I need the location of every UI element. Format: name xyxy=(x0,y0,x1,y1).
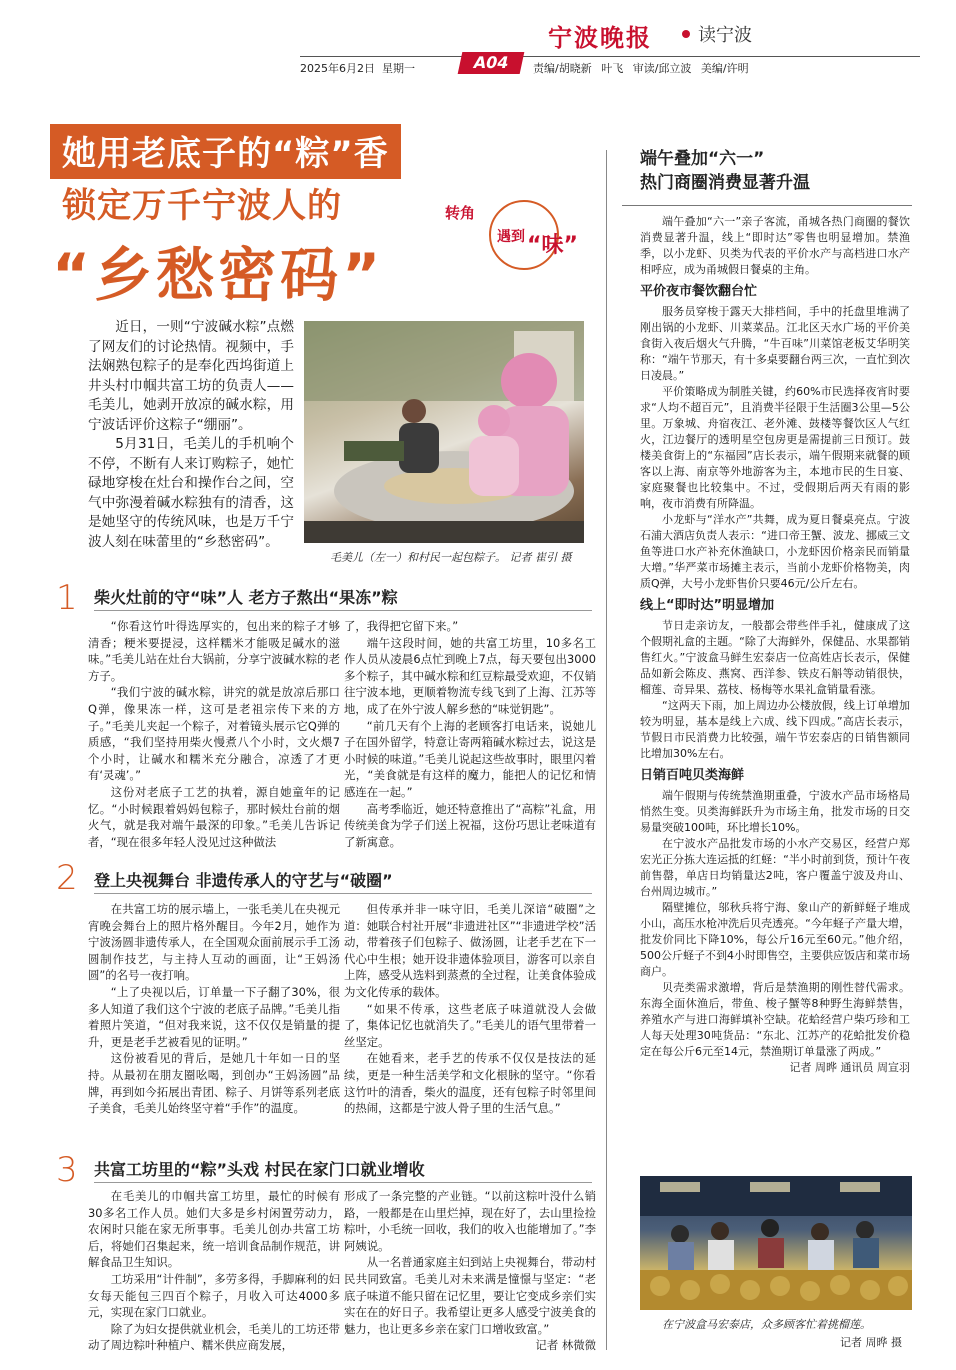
section-1-col-1 xyxy=(88,618,340,850)
paragraph: 了，我得把它留下来。” xyxy=(344,619,459,633)
photo-credit: 记者 周晔 摄 xyxy=(840,1336,902,1349)
page-number-tag: A04 xyxy=(458,52,525,74)
photo-illustration xyxy=(304,321,584,543)
side-subtitle: 线上“即时达”明显增加 xyxy=(640,598,775,613)
paragraph: “上了央视以后，订单量一下子翻了30%，很多人知道了我们这个宁波的老底子品牌。”毛美儿指着照片笑道，“但对我来说，这不仅仅是销量的提升，更是老手艺被看见的证明。” xyxy=(88,984,340,1049)
section-3-title: 共富工坊里的“粽”头戏 村民在家门口就业增收 xyxy=(94,1160,425,1179)
photo-illustration xyxy=(640,1176,912,1310)
header-rule xyxy=(300,56,920,57)
paragraph: 高考季临近，她还特意推出了“高粽”礼盒，用传统美食为学子们送上祝福，这份巧思让老味道有了新寓意。 xyxy=(344,801,596,849)
section-name: 读宁波 xyxy=(698,25,752,46)
section-2-rule xyxy=(94,893,592,894)
column-divider xyxy=(606,150,607,1350)
paragraph: 在共富工坊的展示墙上，一张毛美儿在央视元宵晚会舞台上的照片格外醒目。今年2月，她作为宁波汤圆非遗传承人，在全国观众面前展示手工汤圆制作技艺，与主持人互动的画面，让“王妈汤圆”的名号一夜打响。 xyxy=(88,902,340,983)
section-3-number: 3 xyxy=(56,1150,78,1190)
separator-dot xyxy=(682,30,690,38)
paragraph: 除了为妇女提供就业机会，毛美儿的工坊还带动了周边粽叶种植户、糯米供应商发展， xyxy=(88,1321,340,1353)
paragraph: 隔壁摊位，邬秋兵将宁海、象山产的新鲜蛏子堆成小山，高压水枪冲洗后贝壳透亮。“今年蛏子产量大增，批发价同比下降10%，每公斤16元至60元。”他介绍，500公斤蛏子不到4小时即售空，主要供应饭店和菜市场商户。 xyxy=(640,901,910,978)
intro-paragraph: 近日，一则“宁波碱水粽”点燃了网友们的讨论热情。视频中，手法娴熟包粽子的是奉化西坞街道上井头村巾帼共富工坊的负责人——毛美儿，她剥开放凉的碱水粽，用宁波话评价这粽子“绷丽”。 xyxy=(88,319,294,433)
paragraph: 服务员穿梭于露天大排档间，手中的托盘里堆满了刚出锅的小龙虾、川菜菜品。江北区天水广场的平价美食街入夜后烟火气升腾，“牛百味”川菜馆老板艾华明笑称：“端午节那天，有十多桌要翻台两三次，一直忙到次日凌晨。” xyxy=(640,305,910,382)
section-1-rule xyxy=(94,610,592,611)
paragraph: “如果不传承，这些老底子味道就没人会做了，集体记忆也就消失了。”毛美儿的语气里带着一丝坚定。 xyxy=(344,1001,596,1049)
badge-text-taste: “味” xyxy=(527,233,578,258)
paragraph: 从一名普通家庭主妇到站上央视舞台，带动村民共同致富。毛美儿对未来满是憧憬与坚定：“老底子味道不能只留在记忆里，要让它变成乡亲们实实在在的好日子。我希望让更多人感受宁波美食的魅力，也让更多乡亲在家门口增收致富。” xyxy=(344,1255,596,1336)
paragraph: 但传承并非一味守旧，毛美儿深谙“破圈”之道：她联合村社开展“非遗进社区”“非遗进学校”活动，带着孩子们包粽子、做汤圆，让老手艺在下一代心中生根；她开设非遗体验项目，游客可以亲自上阵，感受从选料到蒸煮的全过程，让美食体验成为文化传承的载体。 xyxy=(344,902,596,999)
headline-line-3: “乡愁密码” xyxy=(52,241,385,309)
paragraph: 工坊采用“计件制”，多劳多得，手脚麻利的妇女每天能包三四百个粽子，月收入可达4000多元，实现在家门口就业。 xyxy=(88,1271,340,1320)
side-subtitle: 日销百吨贝类海鲜 xyxy=(640,768,745,783)
paragraph: 在毛美儿的巾帼共富工坊里，最忙的时候有30多名工作人员。她们大多是乡村闲置劳动力，农闲时只能在家无所事事。毛美儿创办共富工坊后，将她们召集起来，统一培训食品制作规范，讲解食品卫生知识。 xyxy=(88,1189,340,1270)
side-title-rule xyxy=(622,205,912,206)
side-subtitle: 平价夜市餐饮翻台忙 xyxy=(640,284,758,299)
byline: 记者 林微微 xyxy=(535,1338,596,1353)
paragraph: “前几天有个上海的老顾客打电话来，说她儿子在国外留学，特意让寄两箱碱水粽过去，说这是小时候的味道。”毛美儿说起这些故事时，眼里闪着光，“美食就是有这样的魔力，能把人的记忆和情感连在一起。” xyxy=(344,718,596,799)
editor-credits: 责编/胡晓新 叶飞 审读/邱立波 美编/许明 xyxy=(533,62,749,75)
intro-text xyxy=(88,318,294,552)
section-3-rule xyxy=(94,1182,592,1183)
section-1-number: 1 xyxy=(56,578,78,618)
issue-date: 2025年6月2日 xyxy=(300,62,375,75)
side-title-line-1: 端午叠加“六一” xyxy=(640,149,765,169)
section-2-title: 登上央视舞台 非遗传承人的守艺与“破圈” xyxy=(94,871,393,890)
paragraph: “我们宁波的碱水粽，讲究的就是放凉后那口Q弹，像果冻一样，这可是老祖宗传下来的方子。”毛美儿夹起一个粽子，对着镜头展示它Q弹的质感，“我们坚持用柴火慢煮八个小时，文火煨7个小时，让碱水和糯米充分融合，凉透了才更有‘灵魂’。” xyxy=(88,685,340,783)
paragraph: 这份对老底子工艺的执着，源自她童年的记忆。“小时候跟着妈妈包粽子，那时候灶台前的烟火气，就是我对端午最深的印象。”毛美儿告诉记者，“现在很多年轻人没见过这种做法 xyxy=(88,784,340,849)
paragraph: 节日走亲访友，一般都会带些伴手礼，健康成了这个假期礼盒的主题。“除了大海鲜外，保健品、水果都销售红火。”宁波盒马鲜生宏泰店一位高姓店长表示，保健品如新会陈皮、燕窝、西洋参、铁皮石斛等动销很快，榴莲、奇异果、荔枝、杨梅等水果礼盒销量看涨。 xyxy=(640,619,910,696)
headline-line-2: 锁定万千宁波人的 xyxy=(62,186,342,226)
paragraph: 贝壳类需求激增，背后是禁渔期的刚性替代需求。东海全面休渔后，带鱼、梭子蟹等8种野生海鲜禁售，养殖水产与进口海鲜填补空缺。花蛤经营户柴巧珍和工人每天处理30吨货品：“东北、江苏产的花蛤批发价稳定在每公斤6元至14元，禁渔期订单量涨了两成。” xyxy=(640,981,910,1058)
newspaper-logo: 宁波晚报 xyxy=(548,23,652,52)
section-1-col-2 xyxy=(344,618,596,850)
paragraph: 在她看来，老手艺的传承不仅仅是技法的延续，更是一种生活美学和文化根脉的坚守。“你看这竹叶的清香，柴火的温度，还有包粽子时邻里间的热闹，这都是宁波人骨子里的生活气息。” xyxy=(344,1051,596,1116)
paragraph: 小龙虾与“洋水产”共舞，成为夏日餐桌亮点。宁波石浦大酒店负责人表示：“进口帝王蟹、波龙、挪威三文鱼等进口水产补充休渔缺口，小龙虾因价格亲民而销量大增。”华严菜市场摊主表示，当前小龙虾价格物美，肉质Q弹，大号小龙虾售价只要46元/公斤左右。 xyxy=(640,513,910,590)
side-article-body xyxy=(640,214,910,1076)
photo-making-zongzi xyxy=(304,321,584,543)
paragraph: 形成了一条完整的产业链。“以前这粽叶没什么销路，一般都是在山里烂掉，现在好了，去山里捡捡粽叶，小毛统一回收，我们的收入也能增加了。”李阿姨说。 xyxy=(344,1189,596,1253)
badge-text-meet: 遇到 xyxy=(497,229,525,245)
intro-paragraph: 5月31日，毛美儿的手机响个不停，不断有人来订购粽子，她忙碌地穿梭在灶台和操作台之间，空气中弥漫着碱水粽独有的清香，这是她坚守的传统风味，也是万千宁波人刻在味蕾里的“乡愁密码”。 xyxy=(88,436,294,550)
side-lead: 端午叠加“六一”亲子客流，甬城各热门商圈的餐饮消费显著升温，线上“即时达”零售也明显增加。禁渔季，以小龙虾、贝类为代表的平价水产与高档进口水产相呼应，成为甬城假日餐桌的主角。 xyxy=(640,215,910,276)
photo-caption: 在宁波盒马宏泰店，众多顾客忙着挑榴莲。 xyxy=(662,1318,871,1331)
paragraph: 在宁波水产品批发市场的小水产交易区，经营户郑宏光正分拣大连运抵的红蛏：“半小时前到货，预计午夜前售罄，单店日均销量达2吨，客户覆盖宁波及舟山、台州周边城市。” xyxy=(640,837,910,898)
badge-text-turn: 转角 xyxy=(445,204,476,222)
section-1-title: 柴火灶前的守“味”人 老方子熬出“果冻”粽 xyxy=(94,588,398,607)
paragraph: 端午假期与传统禁渔期重叠，宁波水产品市场格局悄然生变。贝类海鲜跃升为市场主角，批发市场的日交易量突破100吨，环比增长10%。 xyxy=(640,789,910,834)
headline-line-1: 她用老底子的“粽”香 xyxy=(50,124,401,179)
paragraph: “你看这竹叶得选厚实的，包出来的粽子才够清香；粳米要提浸，这样糯米才能吸足碱水的滋味。”毛美儿站在灶台大锅前，分享宁波碱水粽的老方子。 xyxy=(88,619,340,683)
paragraph: 端午这段时间，她的共富工坊里，10多名工作人员从凌晨6点忙到晚上7点，每天要包出3000多个粽子，其中碱水粽和红豆粽最受欢迎，不仅销往宁波本地，更顺着物流专线飞到了上海、江苏等地，成了在外宁波人解乡愁的“味觉钥匙”。 xyxy=(344,635,596,716)
issue-weekday: 星期一 xyxy=(382,62,415,75)
date-line xyxy=(300,60,415,76)
section-2-col-2 xyxy=(344,901,596,1117)
section-3-col-1 xyxy=(88,1188,340,1354)
paragraph: 平价策略成为制胜关键，约60%市民选择夜宵时要求“人均不超百元”，且消费半径限于生活圈3公里—5公里。万象城、舟宿夜江、老外滩、鼓楼等餐饮区人气红火，江边餐厅的透明星空包房更是需提前三日预订。鼓楼美食街上的“东福园”店长表示，端午假期来就餐的顾客以上海、南京等外地游客为主，本地市民的生日宴、家庭聚餐也比较集中。不过，受假期后两天有雨的影响，夜市消费有所降温。 xyxy=(640,385,910,510)
photo-caption: 毛美儿（左一）和村民一起包粽子。 记者 崔引 摄 xyxy=(330,551,572,564)
paragraph: 这份被看见的背后，是她几十年如一日的坚持。从最初在朋友圈吆喝，到创办“王妈汤圆”品牌，再到如今拓展出青团、粽子、月饼等系列老底子美食，毛美儿始终坚守着“手作”的温度。 xyxy=(88,1051,340,1116)
side-byline: 记者 周晔 通讯员 周宣羽 xyxy=(789,1061,910,1074)
section-2-number: 2 xyxy=(56,858,78,898)
side-title-line-2: 热门商圈消费显著升温 xyxy=(640,173,810,193)
section-2-col-1 xyxy=(88,901,340,1117)
column-badge xyxy=(445,200,578,264)
section-3-col-2 xyxy=(344,1188,596,1354)
paragraph: “这两天下雨，加上周边办公楼放假，线上订单增加较为明显，基本是线上六成、线下四成。”高店长表示，节假日市民消费力比较强，端午节宏泰店的日销售额同比增加30%左右。 xyxy=(640,699,910,760)
side-article-title xyxy=(640,147,810,195)
photo-durian-shoppers xyxy=(640,1176,912,1310)
